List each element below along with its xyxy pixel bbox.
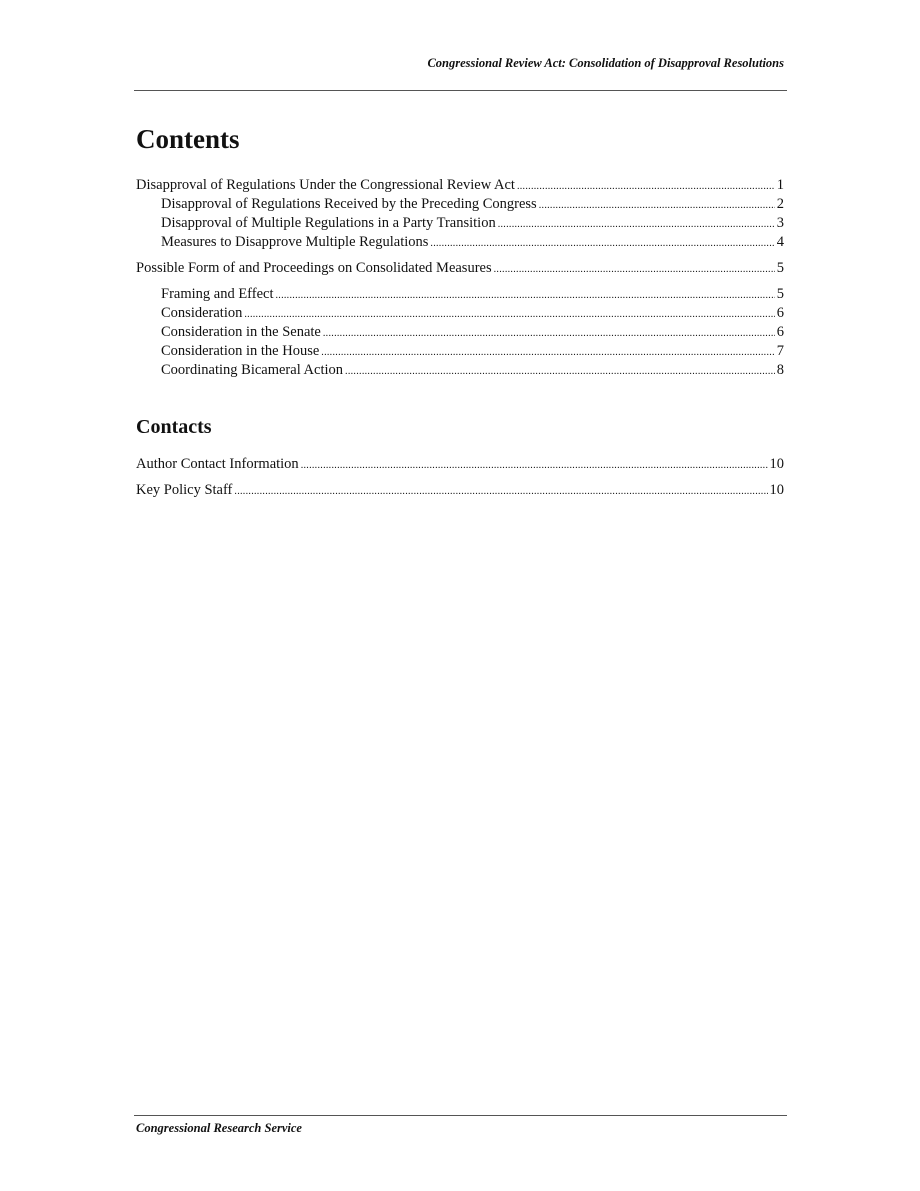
contents-list: [136, 176, 784, 380]
toc-entry-page: 10: [769, 482, 784, 498]
dot-leader: [517, 177, 775, 195]
toc-entry[interactable]: [136, 233, 784, 252]
toc-entry-page: 3: [776, 215, 784, 231]
toc-entry-page: 10: [769, 456, 784, 472]
toc-entry-title: Measures to Disapprove Multiple Regulations: [161, 234, 429, 250]
toc-entry-title: Coordinating Bicameral Action: [161, 362, 344, 378]
toc-entry[interactable]: [136, 481, 784, 500]
dot-leader: [494, 260, 775, 278]
toc-entry-page: 5: [776, 286, 784, 302]
dot-leader: [345, 362, 775, 380]
toc-entry-title: Key Policy Staff: [136, 482, 233, 498]
toc-entry-page: 6: [776, 305, 784, 321]
dot-leader: [430, 234, 774, 252]
toc-entry-title: Disapproval of Multiple Regulations in a Party Transition: [161, 215, 496, 231]
toc-entry[interactable]: [136, 361, 784, 380]
dot-leader: [244, 305, 774, 323]
toc-entry-title: Framing and Effect: [161, 286, 274, 302]
toc-entry-page: 6: [776, 324, 784, 340]
dot-leader: [498, 215, 775, 233]
toc-entry[interactable]: [136, 304, 784, 323]
toc-entry-title: Consideration: [161, 305, 243, 321]
toc-entry[interactable]: [136, 214, 784, 233]
toc-entry-page: 7: [776, 343, 784, 359]
dot-leader: [321, 343, 774, 361]
contacts-heading: Contacts: [136, 416, 212, 438]
toc-entry[interactable]: [136, 259, 784, 278]
toc-entry-title: Consideration in the Senate: [161, 324, 321, 340]
toc-entry-page: 8: [776, 362, 784, 378]
toc-entry-page: 4: [776, 234, 784, 250]
toc-entry[interactable]: [136, 455, 784, 474]
toc-entry-page: 5: [776, 260, 784, 276]
toc-entry[interactable]: [136, 285, 784, 304]
dot-leader: [234, 482, 767, 500]
toc-entry-page: 1: [776, 177, 784, 193]
contents-heading: Contents: [136, 124, 240, 154]
toc-entry-title: Consideration in the House: [161, 343, 320, 359]
footer-rule: [134, 1115, 787, 1116]
footer-publisher: Congressional Research Service: [136, 1121, 302, 1135]
toc-entry[interactable]: [136, 176, 784, 195]
header-rule: [134, 90, 787, 91]
contacts-list: [136, 455, 784, 500]
running-header: Congressional Review Act: Consolidation of Disapproval Resolutions: [427, 56, 784, 70]
toc-entry-page: 2: [776, 196, 784, 212]
toc-entry-title: Disapproval of Regulations Received by the Preceding Congress: [161, 196, 537, 212]
toc-entry[interactable]: [136, 342, 784, 361]
toc-entry-title: Possible Form of and Proceedings on Consolidated Measures: [136, 260, 492, 276]
dot-leader: [301, 456, 768, 474]
toc-entry-title: Author Contact Information: [136, 456, 299, 472]
dot-leader: [275, 286, 774, 304]
dot-leader: [539, 196, 775, 214]
dot-leader: [323, 324, 775, 342]
toc-entry[interactable]: [136, 323, 784, 342]
toc-entry-title: Disapproval of Regulations Under the Congressional Review Act: [136, 177, 515, 193]
toc-entry[interactable]: [136, 195, 784, 214]
